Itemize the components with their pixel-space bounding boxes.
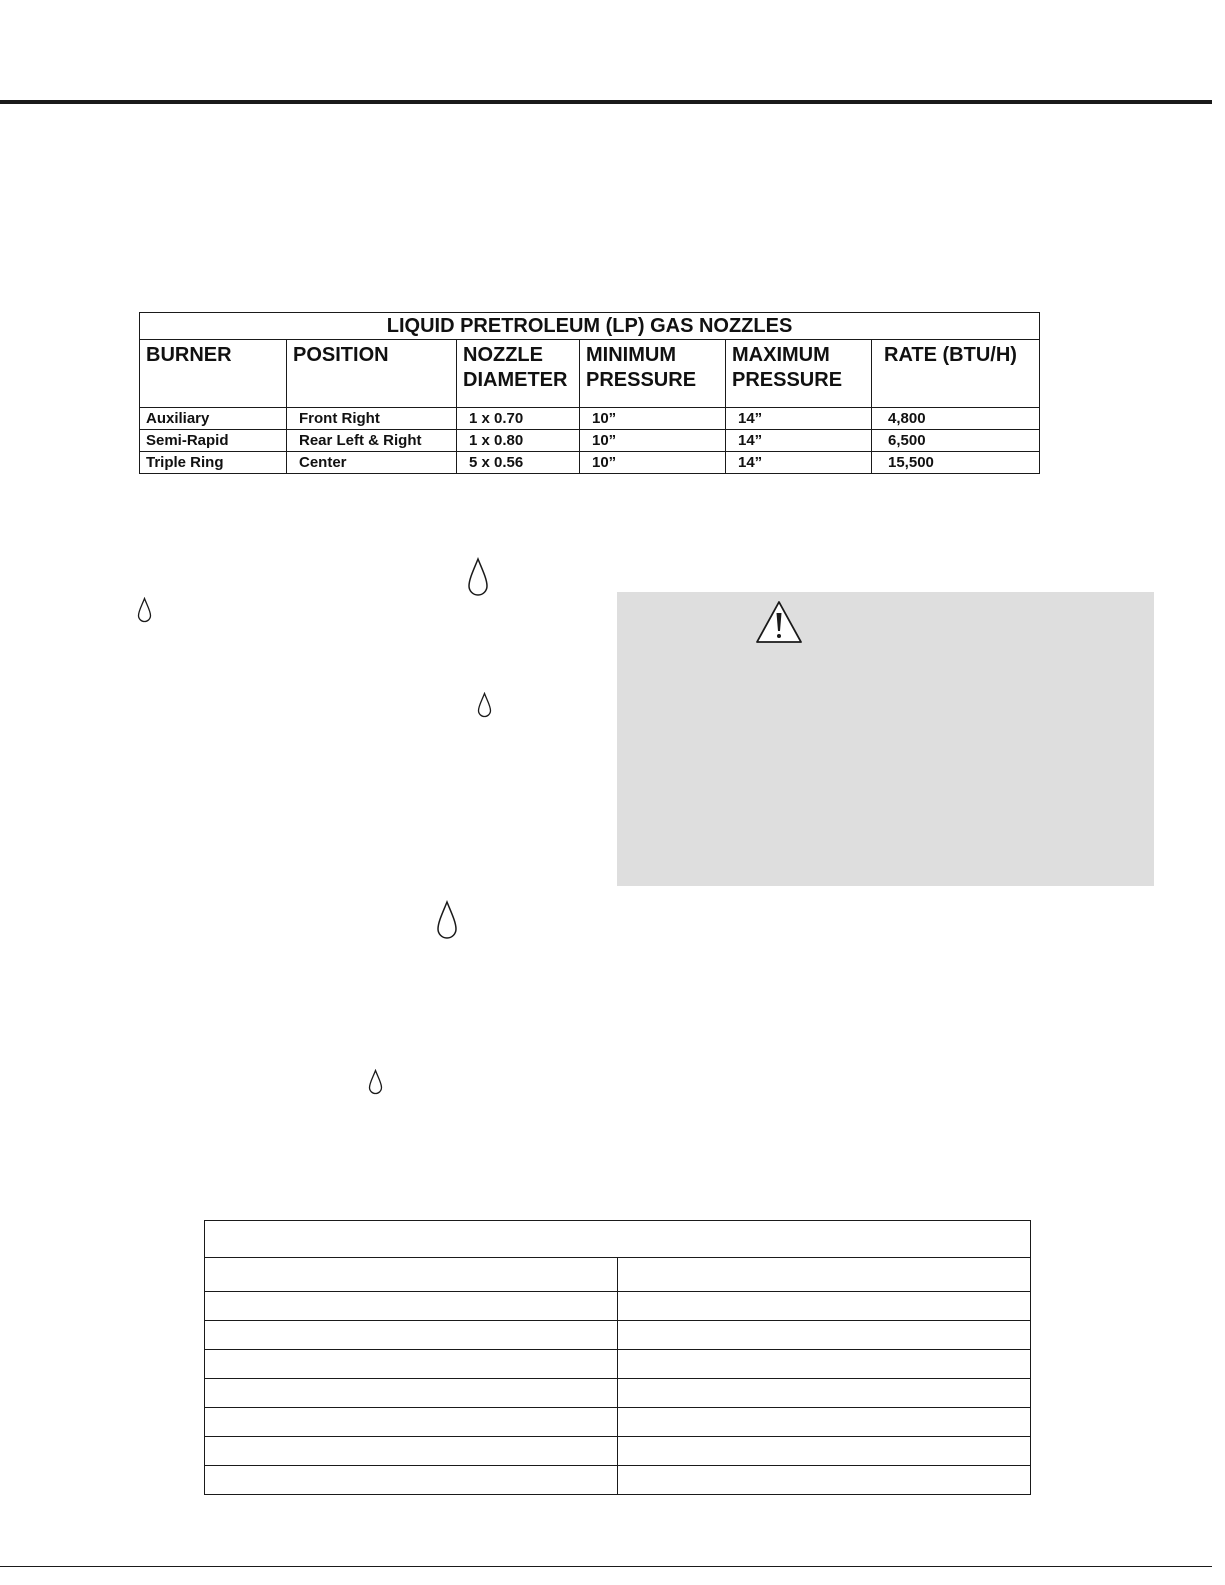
table-cell — [205, 1258, 618, 1292]
table-row — [205, 1379, 1031, 1408]
table-cell — [205, 1292, 618, 1321]
column-header-position: POSITION — [287, 340, 457, 408]
table-row — [205, 1350, 1031, 1379]
table-cell — [618, 1258, 1031, 1292]
table-cell: Rear Left & Right — [287, 430, 457, 452]
table-cell: Semi-Rapid — [140, 430, 287, 452]
table-cell: Triple Ring — [140, 452, 287, 474]
warning-panel — [617, 592, 1154, 886]
column-header-burner: BURNER — [140, 340, 287, 408]
table-cell: Center — [287, 452, 457, 474]
table-header-row — [205, 1258, 1031, 1292]
table-cell — [618, 1466, 1031, 1495]
table-cell: 1 x 0.80 — [457, 430, 580, 452]
lp-gas-nozzles-table — [139, 312, 1040, 474]
column-header-rate: RATE (BTU/H) — [872, 340, 1040, 408]
table-cell — [205, 1350, 618, 1379]
table-row — [205, 1466, 1031, 1495]
table-cell: 4,800 — [872, 408, 1040, 430]
table-cell: 10” — [580, 408, 726, 430]
table-cell — [618, 1408, 1031, 1437]
table-cell: 14” — [726, 408, 872, 430]
table-header-row — [140, 340, 1040, 408]
table-row — [205, 1437, 1031, 1466]
table-row — [140, 452, 1040, 474]
drop-icon — [467, 557, 489, 597]
column-header-maximum-pressure: MAXIMUM PRESSURE — [726, 340, 872, 408]
table-cell: 14” — [726, 452, 872, 474]
table-cell — [618, 1350, 1031, 1379]
column-header-nozzle-diameter: NOZZLE DIAMETER — [457, 340, 580, 408]
warning-triangle-icon — [755, 600, 803, 644]
table-cell — [205, 1466, 618, 1495]
drop-icon — [477, 692, 492, 718]
table-title-row — [205, 1221, 1031, 1258]
column-header-minimum-pressure: MINIMUM PRESSURE — [580, 340, 726, 408]
table-cell: Front Right — [287, 408, 457, 430]
table-cell: 14” — [726, 430, 872, 452]
drop-icon — [436, 900, 458, 940]
table-row — [140, 408, 1040, 430]
empty-data-table — [204, 1220, 1031, 1495]
top-rule — [0, 100, 1212, 104]
bottom-rule — [0, 1566, 1212, 1567]
table-cell — [205, 1437, 618, 1466]
table-row — [140, 430, 1040, 452]
table-cell: 10” — [580, 452, 726, 474]
table-row — [205, 1292, 1031, 1321]
drop-icon — [137, 597, 152, 623]
table-cell: 6,500 — [872, 430, 1040, 452]
table-cell — [205, 1379, 618, 1408]
table-cell — [618, 1292, 1031, 1321]
table-cell: 15,500 — [872, 452, 1040, 474]
table-cell — [205, 1221, 1031, 1258]
table-cell: 5 x 0.56 — [457, 452, 580, 474]
table-cell — [618, 1321, 1031, 1350]
table-row — [205, 1408, 1031, 1437]
table-cell: 10” — [580, 430, 726, 452]
table-cell: Auxiliary — [140, 408, 287, 430]
table-cell — [618, 1437, 1031, 1466]
table-row — [205, 1321, 1031, 1350]
table-cell — [205, 1408, 618, 1437]
table-title: LIQUID PRETROLEUM (LP) GAS NOZZLES — [140, 313, 1040, 340]
table-cell — [205, 1321, 618, 1350]
drop-icon — [368, 1069, 383, 1095]
table-cell: 1 x 0.70 — [457, 408, 580, 430]
table-cell — [618, 1379, 1031, 1408]
table-title-row — [140, 313, 1040, 340]
